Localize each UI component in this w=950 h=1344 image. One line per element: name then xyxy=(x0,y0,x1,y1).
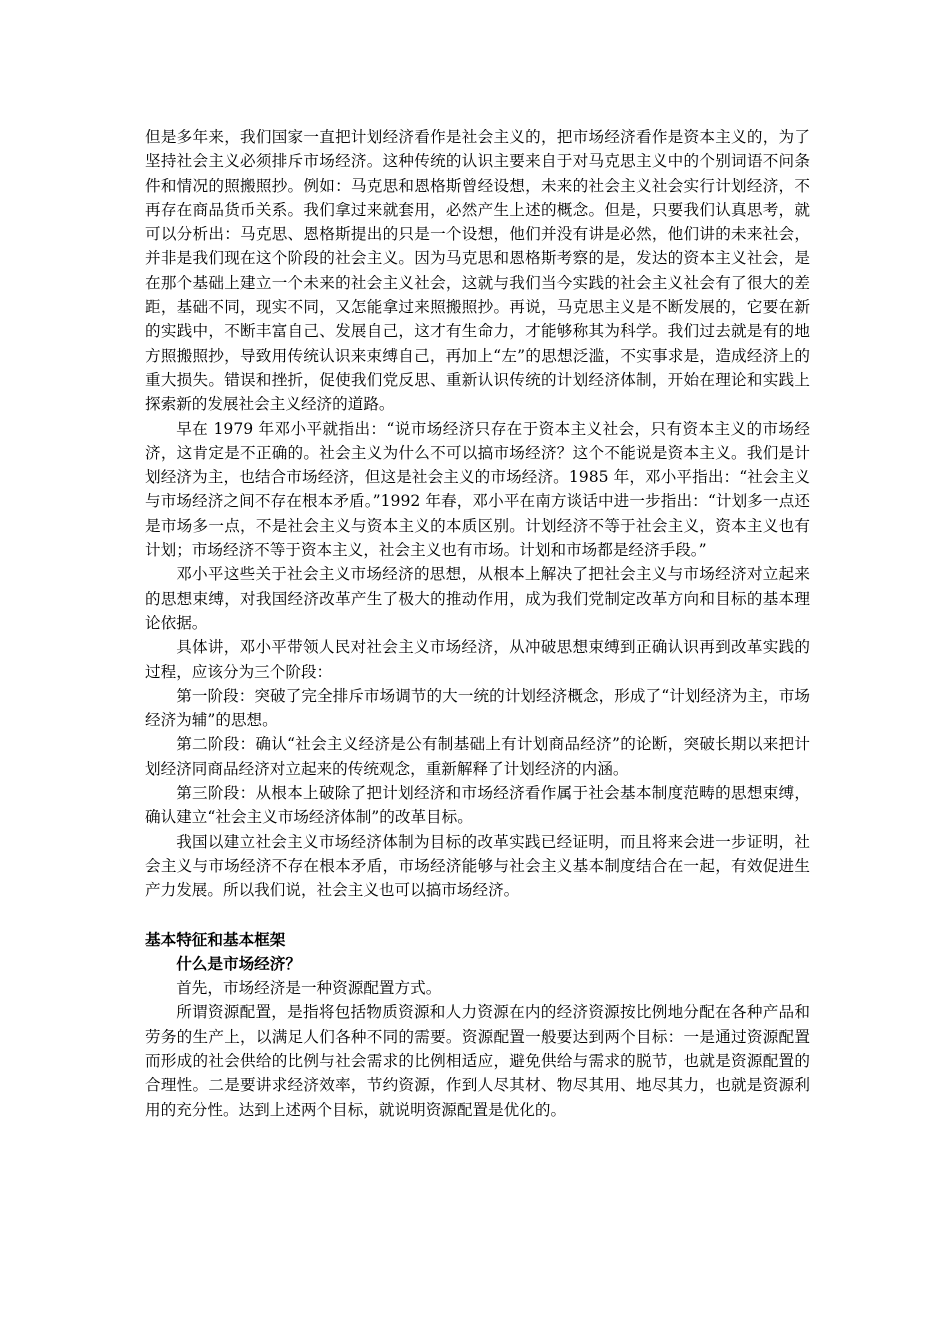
paragraph: 具体讲，邓小平带领人民对社会主义市场经济，从冲破思想束缚到正确认识再到改革实践的过程，应该分为三个阶段： xyxy=(145,638,810,681)
paragraph: 邓小平这些关于社会主义市场经济的思想，从根本上解决了把社会主义与市场经济对立起来的思想束缚，对我国经济改革产生了极大的推动作用，成为我们党制定改革方向和目标的基本理论依据。 xyxy=(145,565,810,632)
paragraph: 第二阶段：确认“社会主义经济是公有制基础上有计划商品经济”的论断，突破长期以来把计划经济同商品经济对立起来的传统观念，重新解释了计划经济的内涵。 xyxy=(145,735,810,778)
paragraph: 早在 1979 年邓小平就指出：“说市场经济只存在于资本主义社会，只有资本主义的市场经济，这肯定是不正确的。社会主义为什么不可以搞市场经济？这个不能说是资本主义。我们是计划经济为主，也结合市场经济，但这是社会主义的市场经济。1985 年，邓小平指出：“社会主义与市场经济之间不存在根本矛盾。”1992 年春，邓小平在南方谈话中进一步指出：“计划多一点还是市场多一点，不是社会主义与资本主义的本质区别。计划经济不等于社会主义，资本主义也有计划；市场经济不等于资本主义，社会主义也有市场。计划和市场都是经济手段。” xyxy=(145,419,810,560)
document-body xyxy=(145,125,810,1122)
paragraph: 第一阶段：突破了完全排斥市场调节的大一统的计划经济概念，形成了“计划经济为主，市场经济为辅”的思想。 xyxy=(145,686,810,730)
paragraph: 所谓资源配置，是指将包括物质资源和人力资源在内的经济资源按比例地分配在各种产品和劳务的生产上，以满足人们各种不同的需要。资源配置一般要达到两个目标：一是通过资源配置而形成的社会供给的比例与社会需求的比例相适应，避免供给与需求的脱节，也就是资源配置的合理性。二是要讲求经济效率，节约资源，作到人尽其材、物尽其用、地尽其力，也就是资源利用的充分性。达到上述两个目标，就说明资源配置是优化的。 xyxy=(145,1003,810,1119)
paragraph: 首先，市场经济是一种资源配置方式。 xyxy=(176,979,442,998)
subheading: 什么是市场经济？ xyxy=(176,954,301,973)
paragraph: 我国以建立社会主义市场经济体制为目标的改革实践已经证明，而且将来会进一步证明，社会主义与市场经济不存在根本矛盾，市场经济能够与社会主义基本制度结合在一起，有效促进生产力发展。所以我们说，社会主义也可以搞市场经济。 xyxy=(145,832,810,900)
section-spacer xyxy=(145,903,810,928)
section-heading: 基本特征和基本框架 xyxy=(145,930,286,949)
paragraph: 但是多年来，我们国家一直把计划经济看作是社会主义的，把市场经济看作是资本主义的，为了坚持社会主义必须排斥市场经济。这种传统的认识主要来自于对马克思主义中的个别词语不问条件和情况的照搬照抄。例如：马克思和恩格斯曾经设想，未来的社会主义社会实行计划经济，不再存在商品货币关系。我们拿过来就套用，必然产生上述的概念。但是，只要我们认真思考，就可以分析出：马克思、恩格斯提出的只是一个设想，他们并没有讲是必然，他们讲的未来社会，并非是我们现在这个阶段的社会主义。因为马克思和恩格斯考察的是，发达的资本主义社会，是在那个基础上建立一个未来的社会主义社会，这就与我们当今实践的社会主义社会有了很大的差距，基础不同，现实不同，又怎能拿过来照搬照抄。再说，马克思主义是不断发展的，它要在新的实践中，不断丰富自己、发展自己，这才有生命力，才能够称其为科学。我们过去就是有的地方照搬照抄，导致用传统认识来束缚自己，再加上“左”的思想泛滥，不实事求是，造成经济上的重大损失。错误和挫折，促使我们党反思、重新认识传统的计划经济体制，开始在理论和实践上探索新的发展社会主义经济的道路。 xyxy=(145,128,810,414)
paragraph: 第三阶段：从根本上破除了把计划经济和市场经济看作属于社会基本制度范畴的思想束缚，确认建立“社会主义市场经济体制”的改革目标。 xyxy=(145,784,810,827)
